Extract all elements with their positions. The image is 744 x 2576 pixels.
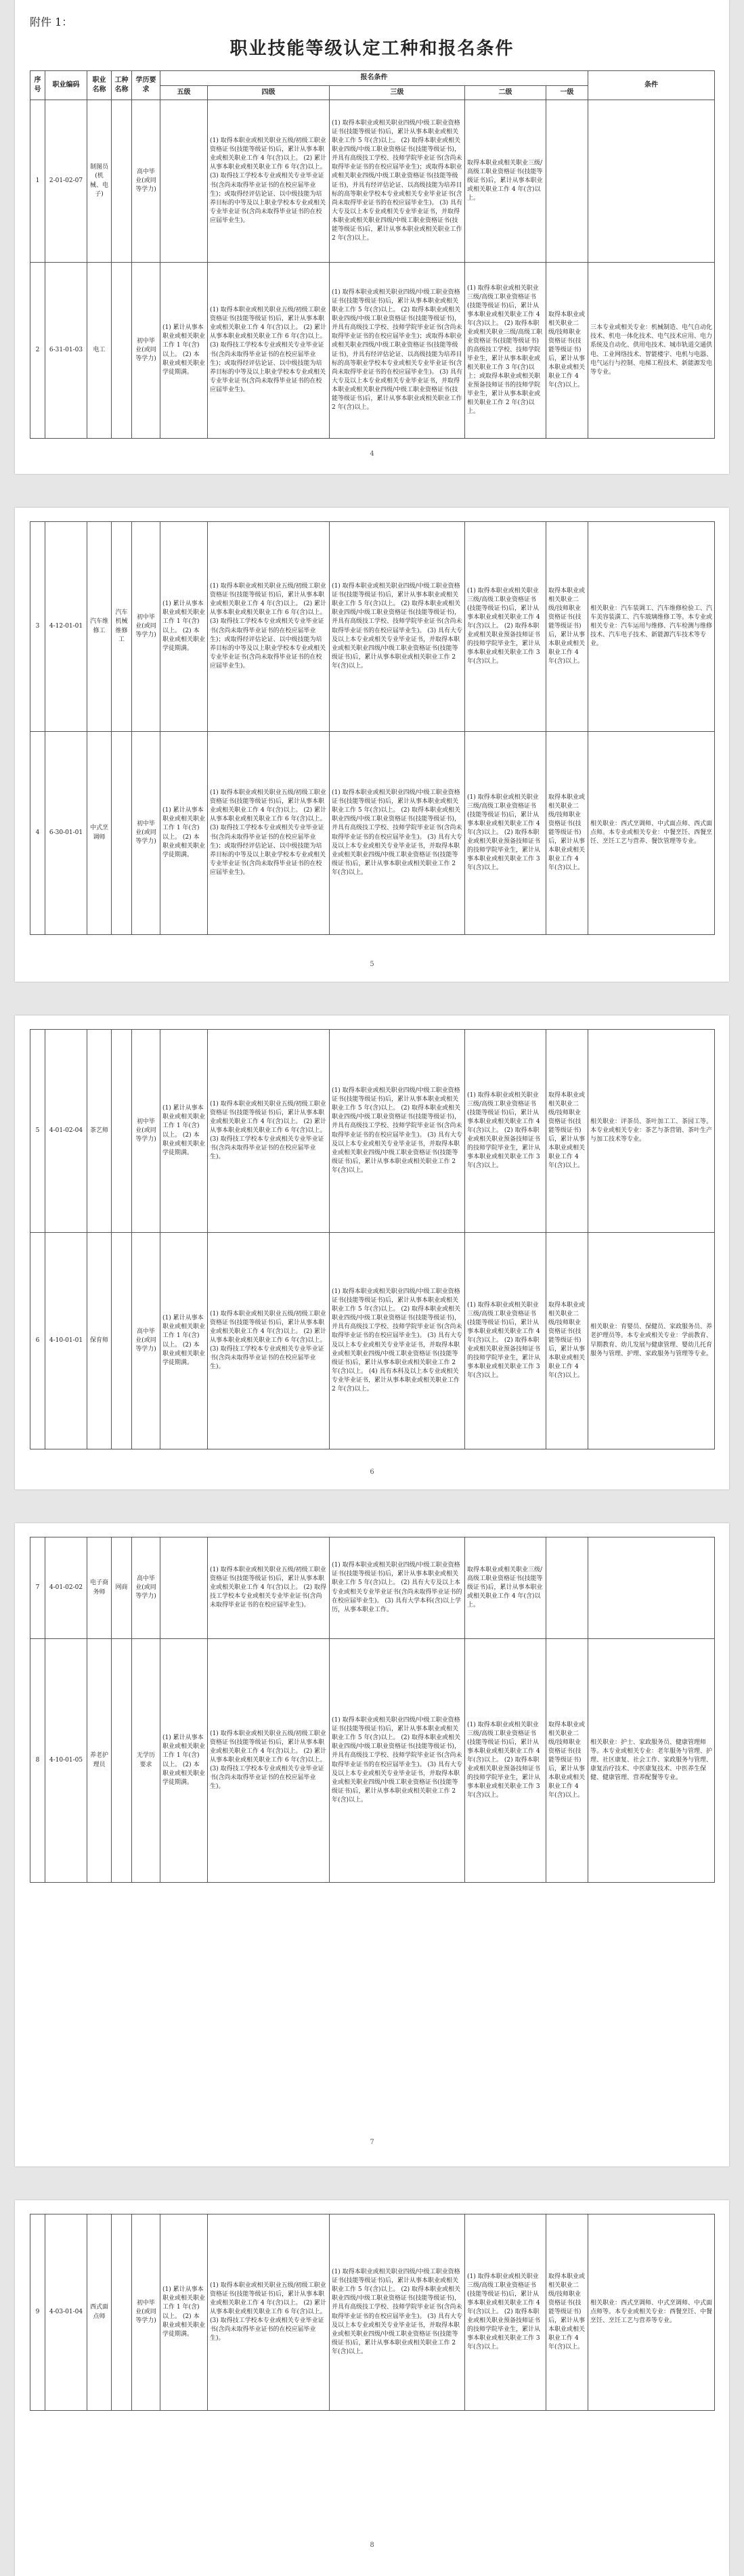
row-l3: (1) 取得本职业或相关职业四级/中级工职业资格证书(技能等级证书)后，累计从事本职业或相关职业工作 5 年(含)以上。 (2) 取得本职业或相关职业四级/中级工职业资格证书(技能等级证书)，并具有高级技工学校、技师学院毕业证书(含尚未取得毕业证书的在校应届毕业生)。 (3) 具有大专及以上本专业或相关专业毕业证书，并取得本职业或相关职业四级/中级工职业资格证书(技能等级证书)后，累计从事本职业或相关职业工作 2 年(含)以上。 [330,522,465,732]
row-l5: (1) 累计从事本职业或相关职业工作 1 年(含)以上。 (2) 本职业或相关职业学徒期满。 [160,732,208,935]
row-no: 9 [30,2214,45,2411]
row-l5: (1) 累计从事本职业或相关职业工作 1 年(含)以上。 (2) 本职业或相关职业学徒期满。 [160,263,208,439]
row-no: 3 [30,522,45,732]
table-row [30,1030,715,1233]
row-job: 电子商务师 [87,1537,112,1639]
row-type [112,1639,132,1883]
row-type [112,1233,132,1449]
page-5 [15,2200,729,2576]
row-job: 中式烹调师 [87,732,112,935]
row-l2: 取得本职业或相关职业三级/高级工职业资格证书(技能等级证书)后，累计从事本职业或相关职业工作 4 年(含)以上。 [465,100,546,263]
row-edu: 无学历要求 [132,1639,160,1883]
row-no: 6 [30,1233,45,1449]
row-code: 4-10-01-01 [45,1233,87,1449]
table-row [30,1537,715,1639]
page-1 [15,0,729,474]
col-l1: 一级 [546,85,588,100]
table-row [30,1639,715,1883]
row-type: 网商 [112,1537,132,1639]
row-edu: 初中毕业(或同等学力) [132,732,160,935]
row-l4: (1) 取得本职业或相关职业五级/初级工职业资格证书(技能等级证书)后，累计从事本职业或相关职业工作 4 年(含)以上。 (2) 累计从事本职业或相关职业工作 6 年(含)以上。 (3) 取得技工学校本专业或相关专业毕业证书(含尚未取得毕业证书的在校应届毕业生)；或取得经评估论证、以中级技能为培养目标的中等及以上职业学校本专业或相关专业毕业证书(含尚未取得毕业证书的在校应届毕业生)。 [208,100,330,263]
row-type [112,263,132,439]
document-title: 职业技能等级认定工种和报名条件 [229,39,515,59]
page-number: 5 [370,961,374,968]
table-row [30,522,715,732]
row-l1: 取得本职业或相关职业二级/技师职业资格证书(技能等级证书)后，累计从事本职业或相关职业工作 4 年(含)以上。 [546,263,588,439]
row-edu: 高中毕业(或同等学力) [132,100,160,263]
row-l1: 取得本职业或相关职业二级/技师职业资格证书(技能等级证书)后，累计从事本职业或相关职业工作 4 年(含)以上。 [546,1233,588,1449]
row-code: 4-10-01-05 [45,1639,87,1883]
row-l2: (1) 取得本职业或相关职业三级/高级工职业资格证书(技能等级证书)后，累计从事本职业或相关职业工作 4 年(含)以上。 (2) 取得本职业或相关职业三级/高级工职业资格证书(技能等级证书)的高级技工学校、技师学院毕业生，累计从事本职业或相关职业工作 3 年(含)以上；或取得本职业或相关职业预备技师证书的技师学院毕业生，累计从事本职业或相关职业工作 2 年(含)以上。 [465,263,546,439]
row-l1 [546,100,588,263]
row-type [112,732,132,935]
page-3 [15,1016,729,1489]
conditions-table [30,70,715,439]
row-cond [588,1537,715,1639]
row-l1: 取得本职业或相关职业二级/技师职业资格证书(技能等级证书)后，累计从事本职业或相关职业工作 4 年(含)以上。 [546,2214,588,2411]
col-l5: 五级 [160,85,208,100]
row-job: 茶艺师 [87,1030,112,1233]
row-job: 电工 [87,263,112,439]
row-l5: (1) 累计从事本职业或相关职业工作 1 年(含)以上。 (2) 本职业或相关职业学徒期满。 [160,522,208,732]
row-cond: 相关职业：西式烹调师、中式烹调师、中式面点师等。本专业或相关专业：西餐烹饪、中餐烹饪、烹饪工艺与营养等专业。 [588,2214,715,2411]
row-l5 [160,100,208,263]
row-l4: (1) 取得本职业或相关职业五级/初级工职业资格证书(技能等级证书)后，累计从事本职业或相关职业工作 4 年(含)以上。 (2) 累计从事本职业或相关职业工作 6 年(含)以上。 (3) 取得技工学校本专业或相关专业毕业证书(含尚未取得毕业证书的在校应届毕业生)。 [208,1233,330,1449]
row-l3: (1) 取得本职业或相关职业四级/中级工职业资格证书(技能等级证书)后，累计从事本职业或相关职业工作 5 年(含)以上。 (2) 取得本职业或相关职业四级/中级工职业资格证书(技能等级证书)，并具有高级技工学校、技师学院毕业证书(含尚未取得毕业证书的在校应届毕业生)。 (3) 具有大专及以上本专业或相关专业毕业证书，并取得本职业或相关职业四级/中级工职业资格证书(技能等级证书)后，累计从事本职业或相关职业工作 2 年(含)以上。 [330,732,465,935]
conditions-table [30,2214,715,2411]
row-l3: (1) 取得本职业或相关职业四级/中级工职业资格证书(技能等级证书)后，累计从事本职业或相关职业工作 5 年(含)以上。 (2) 取得本职业或相关职业四级/中级工职业资格证书(技能等级证书)，并具有高级技工学校、技师学院毕业证书(含尚未取得毕业证书的在校应届毕业生)；或取得本职业或相关职业四级/中级工职业资格证书(技能等级证书)，并具有经评估论证、以高级技能为培养目标的高等职业学校本专业或相关专业毕业证书(含尚未取得毕业证书的在校应届毕业生)。 (3) 具有大专及以上本专业或相关专业毕业证书，并取得本职业或相关职业四级/中级工职业资格证书(技能等级证书)后，累计从事本职业或相关职业工作 2 年(含)以上。 [330,100,465,263]
row-l2: 取得本职业或相关职业三级/高级工职业资格证书(技能等级证书)后，累计从事本职业或相关职业工作 4 年(含)以上。 [465,1537,546,1639]
row-l2: (1) 取得本职业或相关职业三级/高级工职业资格证书(技能等级证书)后，累计从事本职业或相关职业工作 4 年(含)以上。 (2) 取得本职业或相关职业预备技师证书的技师学院毕业生，累计从事本职业或相关职业工作 3 年(含)以上。 [465,1639,546,1883]
row-code: 6-31-01-03 [45,263,87,439]
col-cond: 条件 [588,71,715,100]
row-edu: 初中毕业(或同等学力) [132,522,160,732]
row-l3: (1) 取得本职业或相关职业四级/中级工职业资格证书(技能等级证书)后，累计从事本职业或相关职业工作 5 年(含)以上。 (2) 取得本职业或相关职业四级/中级工职业资格证书(技能等级证书)，并具有高级技工学校、技师学院毕业证书(含尚未取得毕业证书的在校应届毕业生)；或取得本职业或相关职业四级/中级工职业资格证书(技能等级证书)，并具有经评估论证、以高级技能为培养目标的高等职业学校本专业或相关专业毕业证书(含尚未取得毕业证书的在校应届毕业生)。 (3) 具有大专及以上本专业或相关专业毕业证书，并取得本职业或相关职业四级/中级工职业资格证书(技能等级证书)后，累计从事本职业或相关职业工作 2 年(含)以上。 [330,263,465,439]
col-req: 报名条件 [160,71,588,86]
row-l2: (1) 取得本职业或相关职业三级/高级工职业资格证书(技能等级证书)后，累计从事本职业或相关职业工作 4 年(含)以上。 (2) 取得本职业或相关职业预备技师证书的技师学院毕业生，累计从事本职业或相关职业工作 3 年(含)以上。 [465,732,546,935]
row-l2: (1) 取得本职业或相关职业三级/高级工职业资格证书(技能等级证书)后，累计从事本职业或相关职业工作 4 年(含)以上。 (2) 取得本职业或相关职业预备技师证书的技师学院毕业生，累计从事本职业或相关职业工作 3 年(含)以上。 [465,1030,546,1233]
col-edu: 学历要求 [132,71,160,100]
row-no: 7 [30,1537,45,1639]
row-cond: 相关职业：育婴员、保健员、家政服务员、养老护理员等。本专业或相关专业：学前教育、早期教育、幼儿发展与健康管理、婴幼儿托育服务与管理、护理、家政服务与管理等专业。 [588,1233,715,1449]
row-l4: (1) 取得本职业或相关职业五级/初级工职业资格证书(技能等级证书)后，累计从事本职业或相关职业工作 4 年(含)以上。 (2) 累计从事本职业或相关职业工作 6 年(含)以上。 (3) 取得技工学校本专业或相关专业毕业证书(含尚未取得毕业证书的在校应届毕业生)。 [208,2214,330,2411]
table-row [30,732,715,935]
row-l3: (1) 取得本职业或相关职业四级/中级工职业资格证书(技能等级证书)后，累计从事本职业或相关职业工作 5 年(含)以上。 (2) 具有大专及以上本专业或相关专业毕业证书(含尚未取得毕业证书的在校应届毕业生)。 (3) 具有大学本科(含)以上学历，从事本职业工作。 [330,1537,465,1639]
row-l4: (1) 取得本职业或相关职业五级/初级工职业资格证书(技能等级证书)后，累计从事本职业或相关职业工作 4 年(含)以上。 (2) 累计从事本职业或相关职业工作 6 年(含)以上。 (3) 取得技工学校本专业或相关专业毕业证书(含尚未取得毕业证书的在校应届毕业生)；或取得经评估论证、以中级技能为培养目标的中等及以上职业学校本专业或相关专业毕业证书(含尚未取得毕业证书的在校应届毕业生)。 [208,522,330,732]
row-edu: 高中毕业(或同等学力) [132,1537,160,1639]
row-l1: 取得本职业或相关职业二级/技师职业资格证书(技能等级证书)后，累计从事本职业或相关职业工作 4 年(含)以上。 [546,1030,588,1233]
row-no: 1 [30,100,45,263]
row-l5: (1) 累计从事本职业或相关职业工作 1 年(含)以上。 (2) 本职业或相关职业学徒期满。 [160,2214,208,2411]
row-no: 5 [30,1030,45,1233]
table-header-row [30,71,715,86]
row-code: 6-30-01-01 [45,732,87,935]
row-l1 [546,1537,588,1639]
row-l2: (1) 取得本职业或相关职业三级/高级工职业资格证书(技能等级证书)后，累计从事本职业或相关职业工作 4 年(含)以上。 (2) 取得本职业或相关职业预备技师证书的技师学院毕业生，累计从事本职业或相关职业工作 3 年(含)以上。 [465,1233,546,1449]
row-l1: 取得本职业或相关职业二级/技师职业资格证书(技能等级证书)后，累计从事本职业或相关职业工作 4 年(含)以上。 [546,732,588,935]
row-code: 4-01-02-02 [45,1537,87,1639]
row-l4: (1) 取得本职业或相关职业五级/初级工职业资格证书(技能等级证书)后，累计从事本职业或相关职业工作 4 年(含)以上。 (2) 累计从事本职业或相关职业工作 6 年(含)以上。 (3) 取得技工学校本专业或相关专业毕业证书(含尚未取得毕业证书的在校应届毕业生)；或取得经评估论证、以中级技能为培养目标的中等及以上职业学校本专业或相关专业毕业证书(含尚未取得毕业证书的在校应届毕业生)。 [208,263,330,439]
col-type: 工种名称 [112,71,132,100]
col-job: 职业名称 [87,71,112,100]
row-type [112,100,132,263]
row-l3: (1) 取得本职业或相关职业四级/中级工职业资格证书(技能等级证书)后，累计从事本职业或相关职业工作 5 年(含)以上。 (2) 取得本职业或相关职业四级/中级工职业资格证书(技能等级证书)，并具有高级技工学校、技师学院毕业证书(含尚未取得毕业证书的在校应届毕业生)。 (3) 具有大专及以上本专业或相关专业毕业证书，并取得本职业或相关职业四级/中级工职业资格证书(技能等级证书)后，累计从事本职业或相关职业工作 2 年(含)以上。 [330,2214,465,2411]
row-l2: (1) 取得本职业或相关职业三级/高级工职业资格证书(技能等级证书)后，累计从事本职业或相关职业工作 4 年(含)以上。 (2) 取得本职业或相关职业预备技师证书的技师学院毕业生，累计从事本职业或相关职业工作 3 年(含)以上。 [465,522,546,732]
row-l4: (1) 取得本职业或相关职业五级/初级工职业资格证书(技能等级证书)后，累计从事本职业或相关职业工作 4 年(含)以上。 (2) 累计从事本职业或相关职业工作 6 年(含)以上。 (3) 取得技工学校本专业或相关专业毕业证书(含尚未取得毕业证书的在校应届毕业生)；或取得经评估论证、以中级技能为培养目标的中等及以上职业学校本专业或相关专业毕业证书(含尚未取得毕业证书的在校应届毕业生)。 [208,732,330,935]
table-row [30,1233,715,1449]
row-job: 西式面点师 [87,2214,112,2411]
row-job: 养老护理员 [87,1639,112,1883]
row-l4: (1) 取得本职业或相关职业五级/初级工职业资格证书(技能等级证书)后，累计从事本职业或相关职业工作 4 年(含)以上。 (2) 取得技工学校本专业或相关专业毕业证书(含尚未取得毕业证书的在校应届毕业生)。 [208,1537,330,1639]
row-cond [588,100,715,263]
page-4 [15,1523,729,2166]
row-cond: 相关职业：评茶员、茶叶加工工、茶园工等。本专业或相关专业：茶艺与茶营销、茶叶生产与加工技术等专业。 [588,1030,715,1233]
page-number: 7 [370,2139,374,2146]
row-job: 保育师 [87,1233,112,1449]
row-edu: 高中毕业(或同等学力) [132,1233,160,1449]
table-row [30,263,715,439]
row-code: 4-03-01-04 [45,2214,87,2411]
page-number: 4 [370,450,374,458]
row-no: 4 [30,732,45,935]
col-no: 序号 [30,71,45,100]
row-l4: (1) 取得本职业或相关职业五级/初级工职业资格证书(技能等级证书)后，累计从事本职业或相关职业工作 4 年(含)以上。 (2) 累计从事本职业或相关职业工作 6 年(含)以上。 (3) 取得技工学校本专业或相关专业毕业证书(含尚未取得毕业证书的在校应届毕业生)。 [208,1030,330,1233]
col-l2: 二级 [465,85,546,100]
row-l5 [160,1537,208,1639]
row-l1: 取得本职业或相关职业二级/技师职业资格证书(技能等级证书)后，累计从事本职业或相关职业工作 4 年(含)以上。 [546,522,588,732]
conditions-table [30,1029,715,1449]
row-no: 2 [30,263,45,439]
conditions-table [30,1537,715,1883]
row-cond: 三本专业或相关专业：机械制造、电气自动化技术、机电一体化技术、电气技术应用、电力系统及自动化、供用电技术、城市轨道交通供电、工业网络技术、智能楼宇、电机与电器、电气运行与控制、电梯工程技术、新能源发电等专业。 [588,263,715,439]
row-l5: (1) 累计从事本职业或相关职业工作 1 年(含)以上。 (2) 本职业或相关职业学徒期满。 [160,1639,208,1883]
col-code: 职业编码 [45,71,87,100]
row-edu: 初中毕业(或同等学力) [132,1030,160,1233]
row-l4: (1) 取得本职业或相关职业五级/初级工职业资格证书(技能等级证书)后，累计从事本职业或相关职业工作 4 年(含)以上。 (2) 累计从事本职业或相关职业工作 6 年(含)以上。 (3) 取得技工学校本专业或相关专业毕业证书(含尚未取得毕业证书的在校应届毕业生)。 [208,1639,330,1883]
row-cond: 相关职业：护士、家政服务员、健康管理师等。本专业或相关专业：老年服务与管理、护理、社区康复、社会工作、家政服务与管理、康复治疗技术、中医康复技术、中医养生保健、健康管理、营养配餐等专业。 [588,1639,715,1883]
row-job: 汽车维修工 [87,522,112,732]
row-l5: (1) 累计从事本职业或相关职业工作 1 年(含)以上。 (2) 本职业或相关职业学徒期满。 [160,1233,208,1449]
row-edu: 初中毕业(或同等学力) [132,263,160,439]
row-code: 4-01-02-04 [45,1030,87,1233]
col-l3: 三级 [330,85,465,100]
page-number: 8 [370,2541,374,2549]
page-number: 6 [370,1468,374,1476]
page-2 [15,508,729,982]
row-type [112,2214,132,2411]
row-cond: 相关职业：汽车装调工、汽车维修检验工、汽车美容装潢工、汽车玻璃维修工等。本专业或相关专业：汽车运用与维修、汽车检测与维修技术、汽车电子技术、新能源汽车技术等专业。 [588,522,715,732]
row-l3: (1) 取得本职业或相关职业四级/中级工职业资格证书(技能等级证书)后，累计从事本职业或相关职业工作 5 年(含)以上。 (2) 取得本职业或相关职业四级/中级工职业资格证书(技能等级证书)，并具有高级技工学校、技师学院毕业证书(含尚未取得毕业证书的在校应届毕业生)。 (3) 具有大专及以上本专业或相关专业毕业证书，并取得本职业或相关职业四级/中级工职业资格证书(技能等级证书)后，累计从事本职业或相关职业工作 2 年(含)以上。 (4) 具有本科及以上本专业或相关专业毕业证书，累计从事本职业或相关职业工作 2 年(含)以上。 [330,1233,465,1449]
row-edu: 初中毕业(或同等学力) [132,2214,160,2411]
row-l5: (1) 累计从事本职业或相关职业工作 1 年(含)以上。 (2) 本职业或相关职业学徒期满。 [160,1030,208,1233]
row-l1: 取得本职业或相关职业二级/技师职业资格证书(技能等级证书)后，累计从事本职业或相关职业工作 4 年(含)以上。 [546,1639,588,1883]
row-code: 4-12-01-01 [45,522,87,732]
row-cond: 相关职业：西式烹调师、中式面点师、西式面点师。本专业或相关专业：中餐烹饪、西餐烹饪、烹饪工艺与营养、餐饮管理等专业。 [588,732,715,935]
table-row [30,2214,715,2411]
table-row [30,100,715,263]
conditions-table [30,521,715,935]
row-code: 2-01-02-07 [45,100,87,263]
row-l2: (1) 取得本职业或相关职业三级/高级工职业资格证书(技能等级证书)后，累计从事本职业或相关职业工作 4 年(含)以上。 (2) 取得本职业或相关职业预备技师证书的技师学院毕业生，累计从事本职业或相关职业工作 3 年(含)以上。 [465,2214,546,2411]
attachment-label: 附件 1： [30,16,73,28]
row-type: 汽车机械维修工 [112,522,132,732]
row-l3: (1) 取得本职业或相关职业四级/中级工职业资格证书(技能等级证书)后，累计从事本职业或相关职业工作 5 年(含)以上。 (2) 取得本职业或相关职业四级/中级工职业资格证书(技能等级证书)，并具有高级技工学校、技师学院毕业证书(含尚未取得毕业证书的在校应届毕业生)。 (3) 具有大专及以上本专业或相关专业毕业证书，并取得本职业或相关职业四级/中级工职业资格证书(技能等级证书)后，累计从事本职业或相关职业工作 2 年(含)以上。 [330,1030,465,1233]
row-job: 制图员(机械、电子) [87,100,112,263]
col-l4: 四级 [208,85,330,100]
row-l3: (1) 取得本职业或相关职业四级/中级工职业资格证书(技能等级证书)后，累计从事本职业或相关职业工作 5 年(含)以上。 (2) 取得本职业或相关职业四级/中级工职业资格证书(技能等级证书)，并具有高级技工学校、技师学院毕业证书(含尚未取得毕业证书的在校应届毕业生)。 (3) 具有大专及以上本专业或相关专业毕业证书，并取得本职业或相关职业四级/中级工职业资格证书(技能等级证书)后，累计从事本职业或相关职业工作 2 年(含)以上。 [330,1639,465,1883]
row-no: 8 [30,1639,45,1883]
row-type [112,1030,132,1233]
